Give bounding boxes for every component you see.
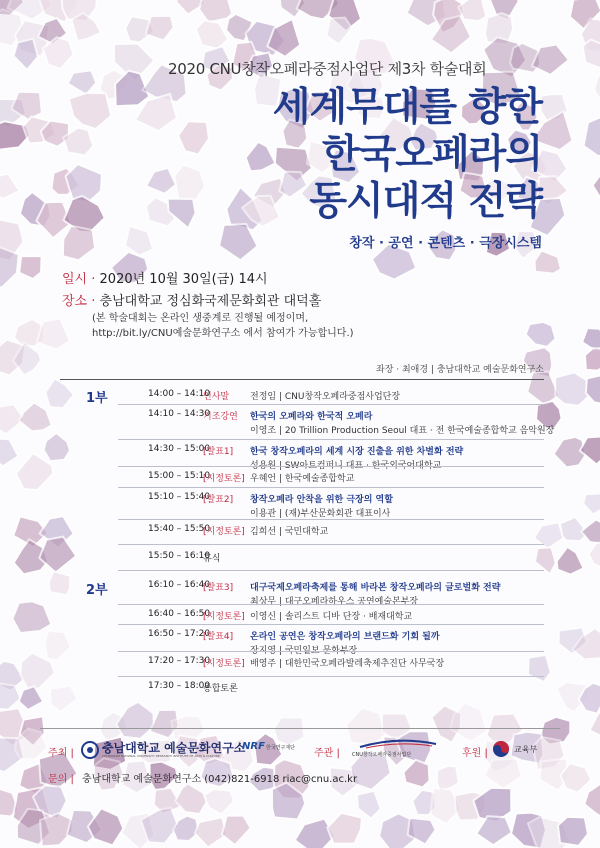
title-line: 동시대적 전략 bbox=[309, 179, 542, 224]
organizer-logo-text: CNU창작오페라중점사업단 bbox=[352, 752, 412, 758]
date-label: 일시 · bbox=[62, 272, 96, 287]
place-label: 장소 · bbox=[62, 294, 96, 309]
sponsor-name: 교육부 bbox=[514, 745, 538, 754]
session-label: 휴식 bbox=[203, 554, 221, 564]
row-divider bbox=[118, 544, 544, 545]
row-divider bbox=[118, 676, 544, 677]
row-divider bbox=[118, 404, 544, 405]
sponsor-label: 후원 | bbox=[462, 748, 488, 759]
nrf-abbr: NRF bbox=[242, 741, 265, 752]
session-label: 기조강연 bbox=[203, 412, 238, 422]
chair-info: 좌장 · 최애경 | 충남대학교 예술문화연구소 bbox=[376, 365, 544, 375]
nrf-name: 한국연구재단 bbox=[266, 745, 295, 751]
session-time: 16:40 – 16:50 bbox=[148, 609, 211, 619]
tagline: 창작 · 공연 · 콘텐츠 · 극장시스템 bbox=[349, 236, 542, 251]
speaker-info: 배영주 | 대한민국오페라발레축제추진단 사무국장 bbox=[250, 659, 445, 669]
session-label: [발표3] bbox=[203, 583, 234, 593]
row-divider bbox=[118, 466, 544, 467]
row-divider bbox=[118, 487, 544, 488]
session-title: 한국의 오페라와 한국적 오페라 bbox=[250, 412, 373, 422]
session-time: 15:10 – 15:40 bbox=[148, 492, 211, 502]
contact-info: 충남대학교 예술문화연구소 (042)821-6918 riac@cnu.ac.kr bbox=[82, 774, 358, 785]
speaker-info: 최상무 | 대구오페라하우스 공연예술본부장 bbox=[250, 597, 419, 607]
session-title: 한국 창작오페라의 세계 시장 진출을 위한 차별화 전략 bbox=[250, 447, 464, 457]
session-label: [지정토론] bbox=[203, 474, 245, 484]
host-label: 주최 | bbox=[48, 748, 74, 759]
page-title bbox=[242, 84, 542, 225]
host-logo-en: CHUNGNAM NATIONAL UNIVERSITY RESEARCH INSTITUTE OF ARTS & CULTURE bbox=[102, 754, 220, 758]
session-time: 14:00 – 14:10 bbox=[148, 389, 211, 399]
session-time: 15:00 – 15:10 bbox=[148, 471, 211, 481]
cnu-emblem-icon bbox=[80, 740, 100, 760]
session-time: 17:30 – 18:00 bbox=[148, 681, 211, 691]
title-line: 세계무대를 향한 bbox=[272, 85, 542, 130]
streaming-link[interactable]: http://bit.ly/CNU예술문화연구소 에서 참여가 가능합니다.) bbox=[92, 328, 354, 339]
footer-divider bbox=[40, 728, 560, 729]
organizer-label: 주관 | bbox=[314, 748, 340, 759]
speaker-info: 장지영 | 국민일보 문화부장 bbox=[250, 646, 358, 656]
session-time: 16:10 – 16:40 bbox=[148, 580, 211, 590]
session-time: 16:50 – 17:20 bbox=[148, 629, 211, 639]
row-divider bbox=[118, 651, 544, 652]
speaker-info: 이영신 | 솔리스트 디바 단장 · 배재대학교 bbox=[250, 612, 413, 622]
row-divider bbox=[118, 439, 544, 440]
place-value: 충남대학교 정심화국제문화회관 대덕홀 bbox=[99, 294, 322, 309]
session-label: [발표1] bbox=[203, 447, 234, 457]
part-1-label: 1부 bbox=[86, 391, 108, 406]
speaker-info: 이용관 | (재)부산문화회관 대표이사 bbox=[250, 509, 391, 519]
session-time: 15:40 – 15:50 bbox=[148, 524, 211, 534]
session-time: 14:30 – 15:00 bbox=[148, 444, 211, 454]
session-time: 14:10 – 14:30 bbox=[148, 409, 211, 419]
session-title: 창작오페라 안착을 위한 극장의 역할 bbox=[250, 495, 393, 505]
session-label: [발표2] bbox=[203, 495, 234, 505]
divider bbox=[60, 379, 544, 380]
speaker-info: 우혜언 | 한국예술종합학교 bbox=[250, 474, 355, 484]
session-title: 온라인 공연은 창작오페라의 브랜드화 기회 될까 bbox=[250, 632, 440, 642]
session-title: 대구국제오페라축제를 통해 바라본 창작오페라의 글로벌화 전략 bbox=[250, 583, 501, 593]
session-label: [발표4] bbox=[203, 632, 234, 642]
host-logo-text: 충남대학교 예술문화연구소 bbox=[102, 741, 246, 755]
row-divider bbox=[118, 570, 544, 571]
note-line: (본 학술대회는 온라인 생중계로 진행될 예정이며, bbox=[92, 313, 309, 324]
speaker-info: 이영조 | 20 Trillion Production Seoul 대표 · 전 한국예술종합학교 음악원장 bbox=[250, 426, 555, 436]
taegeuk-icon bbox=[492, 740, 510, 758]
session-time: 15:50 – 16:10 bbox=[148, 551, 211, 561]
session-label: [지정토론] bbox=[203, 659, 245, 669]
event-subtitle: 2020 CNU창작오페라중점사업단 제3차 학술대회 bbox=[168, 60, 487, 78]
place-row bbox=[62, 290, 321, 309]
row-divider bbox=[118, 624, 544, 625]
contact-label: 문의 | bbox=[48, 774, 74, 785]
speaker-info: 김희선 | 국민대학교 bbox=[250, 527, 329, 537]
title-line: 한국오페라의 bbox=[321, 132, 542, 177]
organizer-swoosh-icon bbox=[358, 738, 438, 750]
row-divider bbox=[118, 604, 544, 605]
session-label: [지정토론] bbox=[203, 612, 245, 622]
date-row bbox=[62, 268, 268, 287]
row-divider bbox=[118, 519, 544, 520]
speaker-info: 성용원 | SW아트컴퍼니 대표 · 한국외국어대학교 bbox=[250, 461, 442, 471]
part-2-label: 2부 bbox=[86, 583, 108, 598]
session-label: 종합토론 bbox=[203, 684, 238, 694]
session-time: 17:20 – 17:30 bbox=[148, 656, 211, 666]
speaker-info: 전정임 | CNU창작오페라중점사업단장 bbox=[250, 392, 401, 402]
date-value: 2020년 10월 30일(금) 14시 bbox=[99, 272, 268, 287]
session-label: 인사말 bbox=[203, 392, 230, 402]
session-label: [지정토론] bbox=[203, 527, 245, 537]
